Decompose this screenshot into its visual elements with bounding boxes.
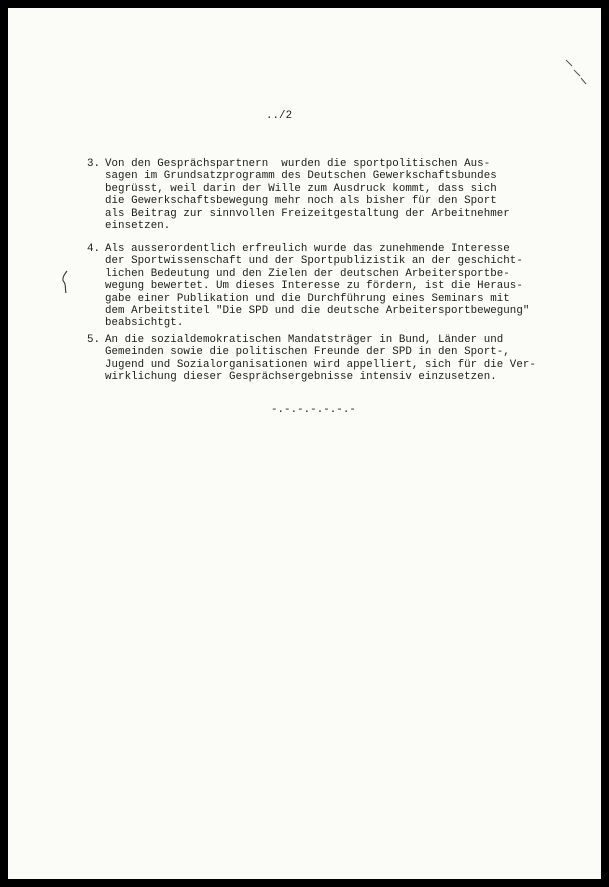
item-number: 5.	[87, 334, 101, 346]
text-line: sagen im Grundsatzprogramm des Deutschen Gewerkschaftsbundes	[105, 170, 497, 183]
item-text	[105, 243, 529, 330]
item-text	[105, 158, 510, 232]
text-line: Von den Gesprächspartnern wurden die sportpolitischen Aus-	[105, 158, 491, 170]
margin-pencil-mark	[60, 270, 70, 294]
text-line: wirklichung dieser Gesprächsergebnisse intensiv einzusetzen.	[105, 371, 497, 384]
item-text	[105, 334, 536, 384]
text-line: gabe einer Publikation und die Durchführung eines Seminars mit	[105, 292, 510, 305]
text-line: begrüsst, weil darin der Wille zum Ausdruck kommt, dass sich	[105, 182, 497, 195]
document-page	[8, 8, 601, 879]
text-line: die Gewerkschaftsbewegung mehr noch als bisher für den Sport	[105, 195, 497, 208]
page-number: ../2	[266, 110, 293, 122]
text-line: einsetzen.	[105, 220, 171, 233]
text-line: beabsichtgt.	[105, 317, 184, 330]
end-separator: -.-.-.-.-.-.-	[271, 404, 356, 416]
text-line: der Sportwissenschaft und der Sportpublizistik an der geschicht-	[105, 255, 523, 268]
text-line: wegung bewertet. Um dieses Interesse zu fördern, ist die Heraus-	[105, 280, 523, 293]
item-number: 4.	[87, 243, 101, 255]
item-number: 3.	[87, 158, 101, 170]
text-line: Als ausserordentlich erfreulich wurde das zunehmende Interesse	[105, 243, 510, 255]
text-line: dem Arbeitstitel "Die SPD und die deutsche Arbeitersportbewegung"	[105, 305, 530, 318]
text-line: lichen Bedeutung und den Zielen der deutschen Arbeitersportbe-	[105, 267, 510, 280]
corner-scan-mark	[564, 56, 588, 86]
text-line: als Beitrag zur sinnvollen Freizeitgestaltung der Arbeitnehmer	[105, 207, 510, 220]
text-line: Gemeinden sowie die politischen Freunde der SPD in den Sport-,	[105, 346, 510, 359]
text-line: An die sozialdemokratischen Mandatsträger in Bund, Länder und	[105, 334, 504, 346]
text-line: Jugend und Sozialorganisationen wird appelliert, sich für die Ver-	[105, 358, 536, 371]
